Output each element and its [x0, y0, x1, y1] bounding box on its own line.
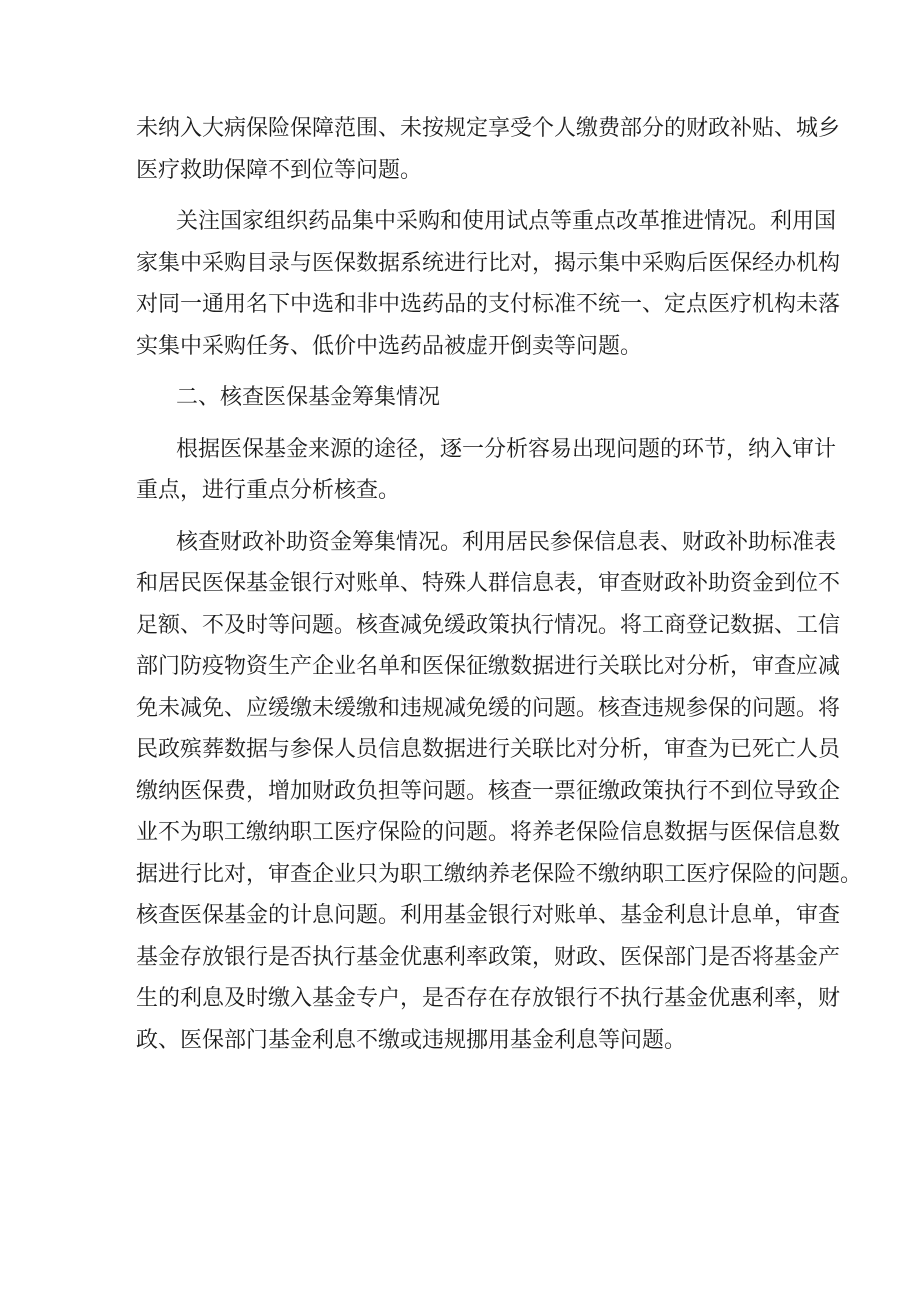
- text-line: 未纳入大病保险保障范围、未按规定享受个人缴费部分的财政补贴、城乡: [136, 116, 841, 141]
- text-line: 基金存放银行是否执行基金优惠利率政策，财政、医保部门是否将基金产: [136, 944, 841, 970]
- paragraph-1: [136, 108, 841, 191]
- paragraph-3: [136, 429, 837, 512]
- text-line: 政、医保部门基金利息不缴或违规挪用基金利息等问题。: [136, 1027, 687, 1053]
- text-line: 和居民医保基金银行对账单、特殊人群信息表，审查财政补助资金到位不: [136, 571, 841, 596]
- text-line: 家集中采购目录与医保数据系统进行比对，揭示集中采购后医保经办机构: [136, 250, 841, 276]
- text-line: 免未减免、应缓缴未缓缴和违规减免缓的问题。核查违规参保的问题。将: [136, 695, 841, 721]
- section-heading: [136, 377, 786, 419]
- document-body: [136, 108, 863, 1071]
- heading-text: 二、核查医保基金筹集情况: [176, 385, 441, 410]
- text-line: 生的利息及时缴入基金专户，是否存在存放银行不执行基金优惠利率，财: [136, 986, 841, 1011]
- text-line: 核查医保基金的计息问题。利用基金银行对账单、基金利息计息单，审查: [136, 903, 841, 928]
- text-line: 业不为职工缴纳职工医疗保险的问题。将养老保险信息数据与医保信息数: [136, 820, 841, 845]
- text-line: 缴纳医保费，增加财政负担等问题。核查一票征缴政策执行不到位导致企: [136, 778, 841, 804]
- text-line: 实集中采购任务、低价中选药品被虚开倒卖等问题。: [136, 333, 643, 359]
- text-line: 民政殡葬数据与参保人员信息数据进行关联比对分析，审查为已死亡人员: [136, 737, 841, 762]
- text-line: 部门防疫物资生产企业名单和医保征缴数据进行关联比对分析，审查应减: [136, 654, 841, 679]
- text-line: 医疗救助保障不到位等问题。: [136, 157, 423, 183]
- text-line: 根据医保基金来源的途径，逐一分析容易出现问题的环节，纳入审计: [176, 436, 837, 462]
- text-line: 据进行比对，审查企业只为职工缴纳养老保险不缴纳职工医疗保险的问题。: [136, 861, 863, 887]
- text-line: 对同一通用名下中选和非中选药品的支付标准不统一、定点医疗机构未落: [136, 292, 841, 317]
- paragraph-4: [136, 522, 863, 1062]
- text-line: 核查财政补助资金筹集情况。利用居民参保信息表、财政补助标准表: [176, 529, 837, 555]
- paragraph-2: [136, 201, 841, 367]
- text-line: 足额、不及时等问题。核查减免缓政策执行情况。将工商登记数据、工信: [136, 612, 841, 638]
- text-line: 重点，进行重点分析核查。: [136, 478, 401, 503]
- text-line: 关注国家组织药品集中采购和使用试点等重点改革推进情况。利用国: [176, 209, 837, 234]
